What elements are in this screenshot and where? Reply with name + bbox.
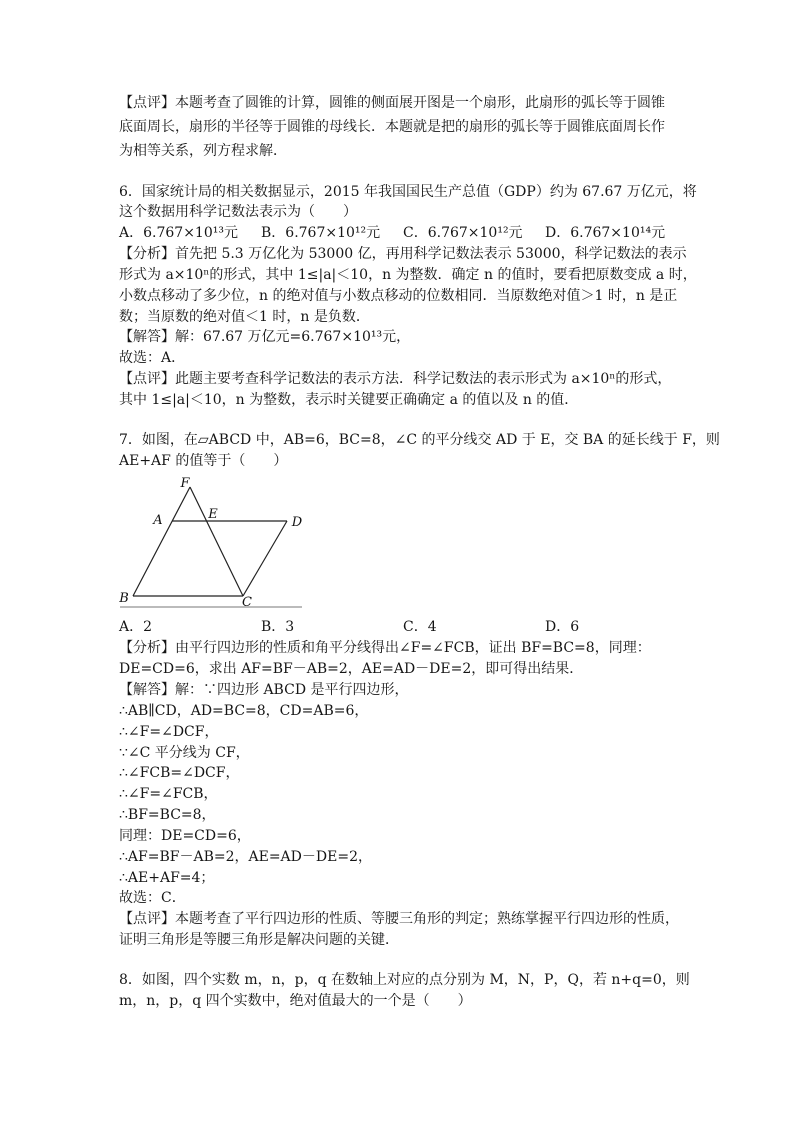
q6-answer-line: 故选：A． xyxy=(119,350,186,367)
point-label-c: C xyxy=(242,595,252,611)
q6-analysis-line: 【分析】首先把 5.3 万亿化为 53000 亿，再用科学记数法表示 53000，科学记数法的表示 xyxy=(119,246,687,263)
q7-answer-line: ∴∠FCB=∠DCF， xyxy=(119,765,240,782)
question-7 xyxy=(119,430,739,951)
page-content xyxy=(119,91,739,1012)
q6-options xyxy=(119,223,739,244)
segment-fb xyxy=(133,487,190,596)
q8-stem-line: m，n，p，q 四个实数中，绝对值最大的一个是（ ） xyxy=(119,993,472,1010)
q7-stem-line: 7．如图，在▱ABCD 中，AB=6，BC=8，∠C 的平分线交 AD 于 E，交 BA 的延长线于 F，则 xyxy=(119,431,720,448)
q7-answer-line: 故选：C． xyxy=(119,890,186,907)
q7-answer-line: ∵∠C 平分线为 CF， xyxy=(119,744,250,761)
q5-review-line: 底面周长，扇形的半径等于圆锥的母线长．本题就是把的扇形的弧长等于圆锥底面周长作 xyxy=(119,119,665,135)
q6-analysis-line: 数；当原数的绝对值＜1 时，n 是负数． xyxy=(119,308,370,325)
point-label-e: E xyxy=(208,507,218,523)
q7-options xyxy=(119,617,739,638)
point-label-b: B xyxy=(119,591,129,607)
q8-stem-line: 8．如图，四个实数 m，n，p，q 在数轴上对应的点分别为 M，N，P，Q，若 n+q=0，则 xyxy=(119,972,690,989)
q5-review-line: 【点评】本题考查了圆锥的计算，圆锥的侧面展开图是一个扇形，此扇形的弧长等于圆锥 xyxy=(119,95,665,111)
q6-analysis-line: 形式为 a×10ⁿ的形式，其中 1≤|a|＜10，n 为整数．确定 n 的值时，要看把原数变成 a 时， xyxy=(119,266,697,283)
q7-option-d: D．6 xyxy=(545,619,580,636)
segment-fc xyxy=(190,487,243,596)
q6-option-c: C．6.767×10¹²元 xyxy=(403,225,523,242)
q5-review xyxy=(119,91,739,163)
point-label-d: D xyxy=(291,515,303,531)
q6-option-b: B．6.767×10¹²元 xyxy=(261,225,381,242)
q7-answer-line: ∴AB∥CD，AD=BC=8，CD=AB=6， xyxy=(119,702,369,719)
parallelogram-figure-svg xyxy=(119,475,305,617)
q6-review-line: 【点评】此题主要考查科学记数法的表示方法．科学记数法的表示形式为 a×10ⁿ的形式， xyxy=(119,371,672,388)
q7-answer-line: 【解答】解：∵四边形 ABCD 是平行四边形， xyxy=(119,682,409,698)
q7-answer-line: ∴∠F=∠FCB， xyxy=(119,786,218,803)
question-8 xyxy=(119,970,739,1012)
parallelogram-figure xyxy=(119,475,309,617)
q6-analysis-line: 小数点移动了多少位，n 的绝对值与小数点移动的位数相同．当原数绝对值＞1 时，n 是正 xyxy=(119,287,678,304)
q7-option-a: A．2 xyxy=(119,619,153,636)
q7-option-b: B．3 xyxy=(261,619,295,636)
q7-option-c: C．4 xyxy=(403,619,437,636)
q6-stem-line: 这个数据用科学记数法表示为（ ） xyxy=(119,204,357,221)
q7-answer-line: ∴AE+AF=4； xyxy=(119,869,215,886)
q6-stem-line: 6．国家统计局的相关数据显示，2015 年我国国民生产总值（GDP）约为 67.67 万亿元，将 xyxy=(119,183,697,200)
point-label-a: A xyxy=(153,513,163,529)
point-label-f: F xyxy=(180,476,190,492)
q7-analysis-line: DE=CD=6，求出 AF=BF－AB=2，AE=AD－DE=2，即可得出结果． xyxy=(119,661,584,678)
q7-stem-line: AE+AF 的值等于（ ） xyxy=(119,452,288,469)
q7-answer-line: ∴AF=BF－AB=2，AE=AD－DE=2， xyxy=(119,848,372,865)
q6-option-a: A．6.767×10¹³元 xyxy=(119,225,238,242)
segment-dc xyxy=(243,521,287,596)
q6-option-d: D．6.767×10¹⁴元 xyxy=(545,225,666,242)
q7-analysis-line: 【分析】由平行四边形的性质和角平分线得出∠F=∠FCB，证出 BF=BC=8，同理： xyxy=(119,640,651,657)
q6-review-line: 其中 1≤|a|＜10，n 为整数，表示时关键要正确确定 a 的值以及 n 的值． xyxy=(119,391,579,408)
q5-review-line: 为相等关系，列方程求解． xyxy=(119,143,287,159)
q7-review-line: 证明三角形是等腰三角形是解决问题的关键． xyxy=(119,932,399,949)
q7-answer-line: ∴BF=BC=8， xyxy=(119,807,216,824)
q7-answer-line: ∴∠F=∠DCF， xyxy=(119,723,219,740)
question-6 xyxy=(119,182,739,411)
q7-answer-line: 同理：DE=CD=6， xyxy=(119,827,251,844)
q6-answer-line: 【解答】解：67.67 万亿元=6.767×10¹³元， xyxy=(119,329,411,346)
q7-review-line: 【点评】本题考查了平行四边形的性质、等腰三角形的判定；熟练掌握平行四边形的性质， xyxy=(119,911,679,928)
